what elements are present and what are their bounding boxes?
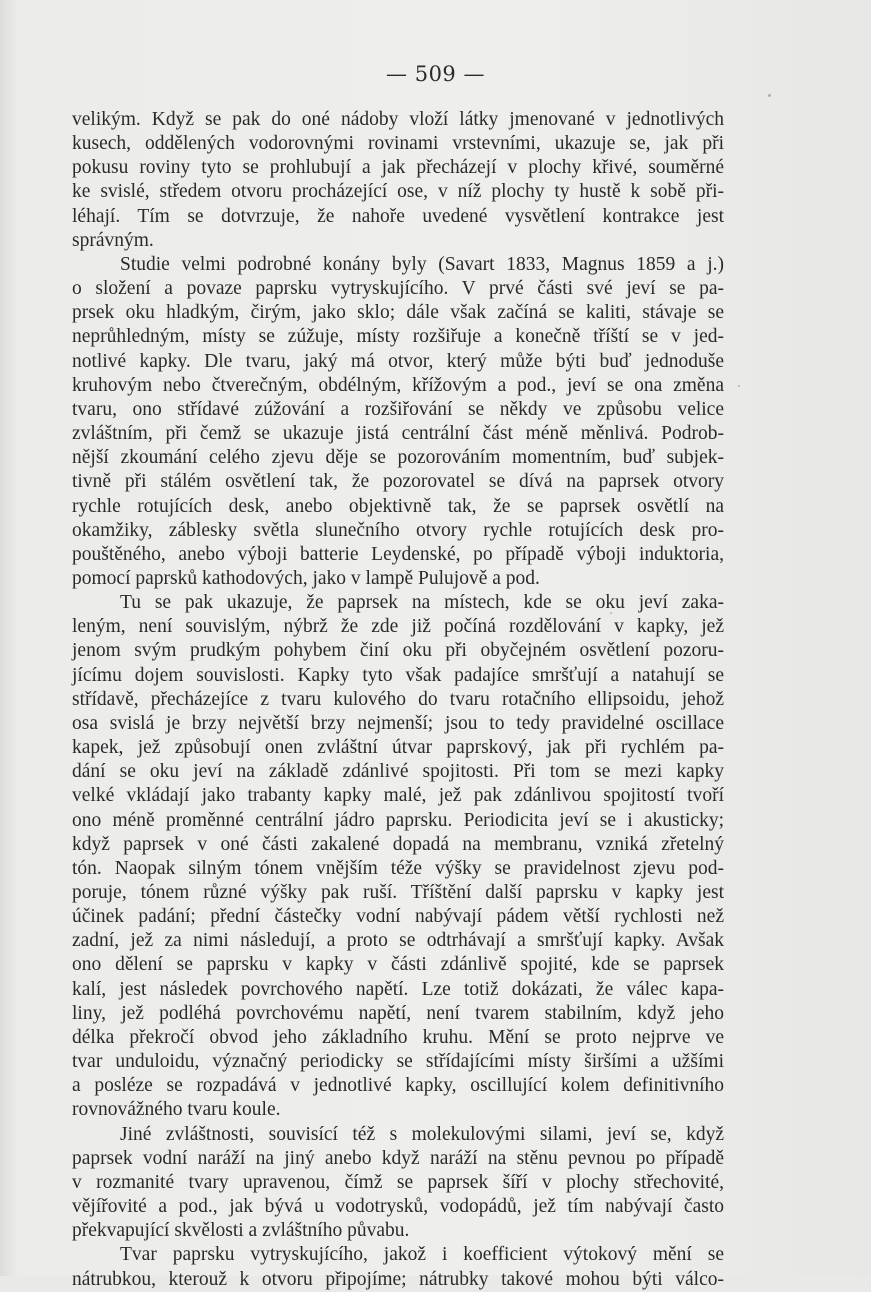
text-line: zvláštním, při čemž se ukazuje jistá centrální část méně měnlivá. Podrob- <box>72 423 724 445</box>
text-line: liny, jež podléhá povrchovému napětí, není tvarem stabilním, když jeho <box>72 1002 724 1024</box>
text-line: dání se oku jeví na základě zdánlivé spojitosti. Při tom se mezi kapky <box>72 761 724 783</box>
text-line: rychle rotujících desk, anebo objektivně tak, že se paprsek osvětlí na <box>72 495 724 517</box>
text-line: jenom svým prudkým pohybem činí oku při obyčejném osvětlení pozoru- <box>72 640 724 662</box>
paper-speck <box>768 94 771 97</box>
text-line: velikým. Když se pak do oné nádoby vloží látky jmenované v jednotlivých <box>72 109 724 130</box>
text-line: okamžiky, záblesky světla slunečního otvory rychle rotujících desk pro- <box>72 519 724 541</box>
text-line: a posléze se rozpadává v jednotlivé kapky, oscillující kolem definitivního <box>72 1075 724 1097</box>
text-line: vějířovité a pod., jak bývá u vodotrysků, vodopádů, jež tím nabývají často <box>72 1196 724 1218</box>
page-number: — 509 — <box>386 62 485 86</box>
text-line: překvapující skvělosti a zvláštního půvabu. <box>72 1220 410 1242</box>
text-line: ke svislé, středem otvoru procházející ose, v níž plochy ty hustě k sobě při- <box>72 181 724 203</box>
text-line: kalí, jest následek povrchového napětí. Lze totiž dokázati, že válec kapa- <box>72 978 724 1000</box>
text-line: v rozmanité tvary upravenou, čímž se paprsek šíří v plochy střechovité, <box>72 1171 724 1193</box>
text-line: osa svislá je brzy největší brzy nejmenší; jsou to tedy pravidelné oscillace <box>72 712 724 734</box>
text-line: prsek oku hladkým, čirým, jako sklo; dále však začíná se kaliti, stávaje se <box>72 302 724 324</box>
text-line: nější zkoumání celého zjevu děje se pozorováním momentním, buď subjek- <box>72 447 724 469</box>
text-line: neprůhledným, místy se zúžuje, místy rozšiřuje a konečně tříští se v jed- <box>72 326 724 348</box>
text-line: správným. <box>72 229 154 251</box>
paragraph <box>72 1123 724 1244</box>
text-line: Jiné zvláštnosti, souvisící též s molekulovými silami, jeví se, když <box>120 1123 724 1145</box>
body-text <box>72 108 724 1292</box>
text-line: Tvar paprsku vytryskujícího, jakož i koefficient výtokový mění se <box>120 1244 724 1266</box>
text-line: kusech, oddělených vodorovnými rovinami vrstevními, ukazuje se, jak při <box>72 133 724 155</box>
paragraph <box>72 1243 724 1291</box>
text-line: tón. Naopak silným tónem vnějším téže výšky se pravidelnost zjevu pod- <box>72 857 724 879</box>
text-line: rovnovážného tvaru koule. <box>72 1099 281 1121</box>
text-line: Tu se pak ukazuje, že paprsek na místech, kde se oku jeví zaka- <box>120 592 724 614</box>
text-line: léhají. Tím se dotvrzuje, že nahoře uvedené vysvětlení kontrakce jest <box>72 205 724 227</box>
text-line: ono méně proměnné centrální jádro paprsku. Periodicita jeví se i akusticky; <box>72 809 724 831</box>
text-line: tvaru, ono střídavé zúžování a rozšiřování se někdy ve způsobu velice <box>72 398 724 420</box>
text-line: leným, není souvislým, nýbrž že zde již počíná rozdělování v kapky, jež <box>72 616 724 638</box>
text-line: ono dělení se paprsku v kapky v části zdánlivě spojité, kde se paprsek <box>72 954 724 976</box>
text-line: notlivé kapky. Dle tvaru, jaký má otvor, který může býti buď jednoduše <box>72 350 724 372</box>
text-line: tivně při stálém osvětlení tak, že pozorovatel se dívá na paprsek otvory <box>72 471 724 493</box>
text-line: tvar unduloidu, význačný periodicky se střídajícími místy širšími a užšími <box>72 1051 724 1073</box>
text-line: paprsek vodní naráží na jiný anebo když naráží na stěnu pevnou po případě <box>72 1147 724 1169</box>
text-line: velké vkládají jako trabanty kapky malé, jež pak zdánlivou spojitostí tvoří <box>72 785 724 807</box>
paper-speck <box>738 385 740 387</box>
text-line: pouštěného, anebo výboji batterie Leydenské, po případě výboji induktoria, <box>72 543 724 565</box>
text-line: kapek, jež způsobují onen zvláštní útvar paprskový, jak při rychlém pa- <box>72 737 724 759</box>
paragraph <box>72 591 724 1122</box>
text-line: poruje, tónem různé výšky pak ruší. Tříštění další paprsku v kapky jest <box>72 882 724 903</box>
text-line: délka překročí obvod jeho základního kruhu. Mění se proto nejprve ve <box>72 1026 724 1048</box>
text-line: pomocí paprsků kathodových, jako v lampě Pulujově a pod. <box>72 567 540 589</box>
paragraph <box>72 253 724 591</box>
text-line: zadní, jež za nimi následují, a proto se odtrhávají a smršťují kapky. Avšak <box>72 930 724 952</box>
text-line: účinek padání; přední částečky vodní nabývají pádem větší rychlosti než <box>72 906 724 928</box>
text-line: nátrubkou, kterouž k otvoru připojíme; nátrubky takové mohou býti válco- <box>72 1268 724 1290</box>
paragraph <box>72 108 724 253</box>
text-line: kruhovým nebo čtverečným, obdélným, křížovým a pod., jeví se ona změna <box>72 374 724 396</box>
text-line: Studie velmi podrobné konány byly (Savart 1833, Magnus 1859 a j.) <box>120 253 724 275</box>
text-line: o složení a povaze paprsku vytryskujícího. V prvé části své jeví se pa- <box>72 278 724 300</box>
text-line: když paprsek v oné části zakalené dopadá na membranu, vzniká zřetelný <box>72 833 724 855</box>
text-line: střídavě, přecházejíce z tvaru kulového do tvaru rotačního ellipsoidu, jehož <box>72 688 724 710</box>
text-line: jícímu dojem souvislosti. Kapky tyto však padajíce smršťují a natahují se <box>72 664 724 686</box>
text-line: pokusu roviny tyto se prohlubují a jak přecházejí v plochy křivé, souměrné <box>72 157 724 179</box>
